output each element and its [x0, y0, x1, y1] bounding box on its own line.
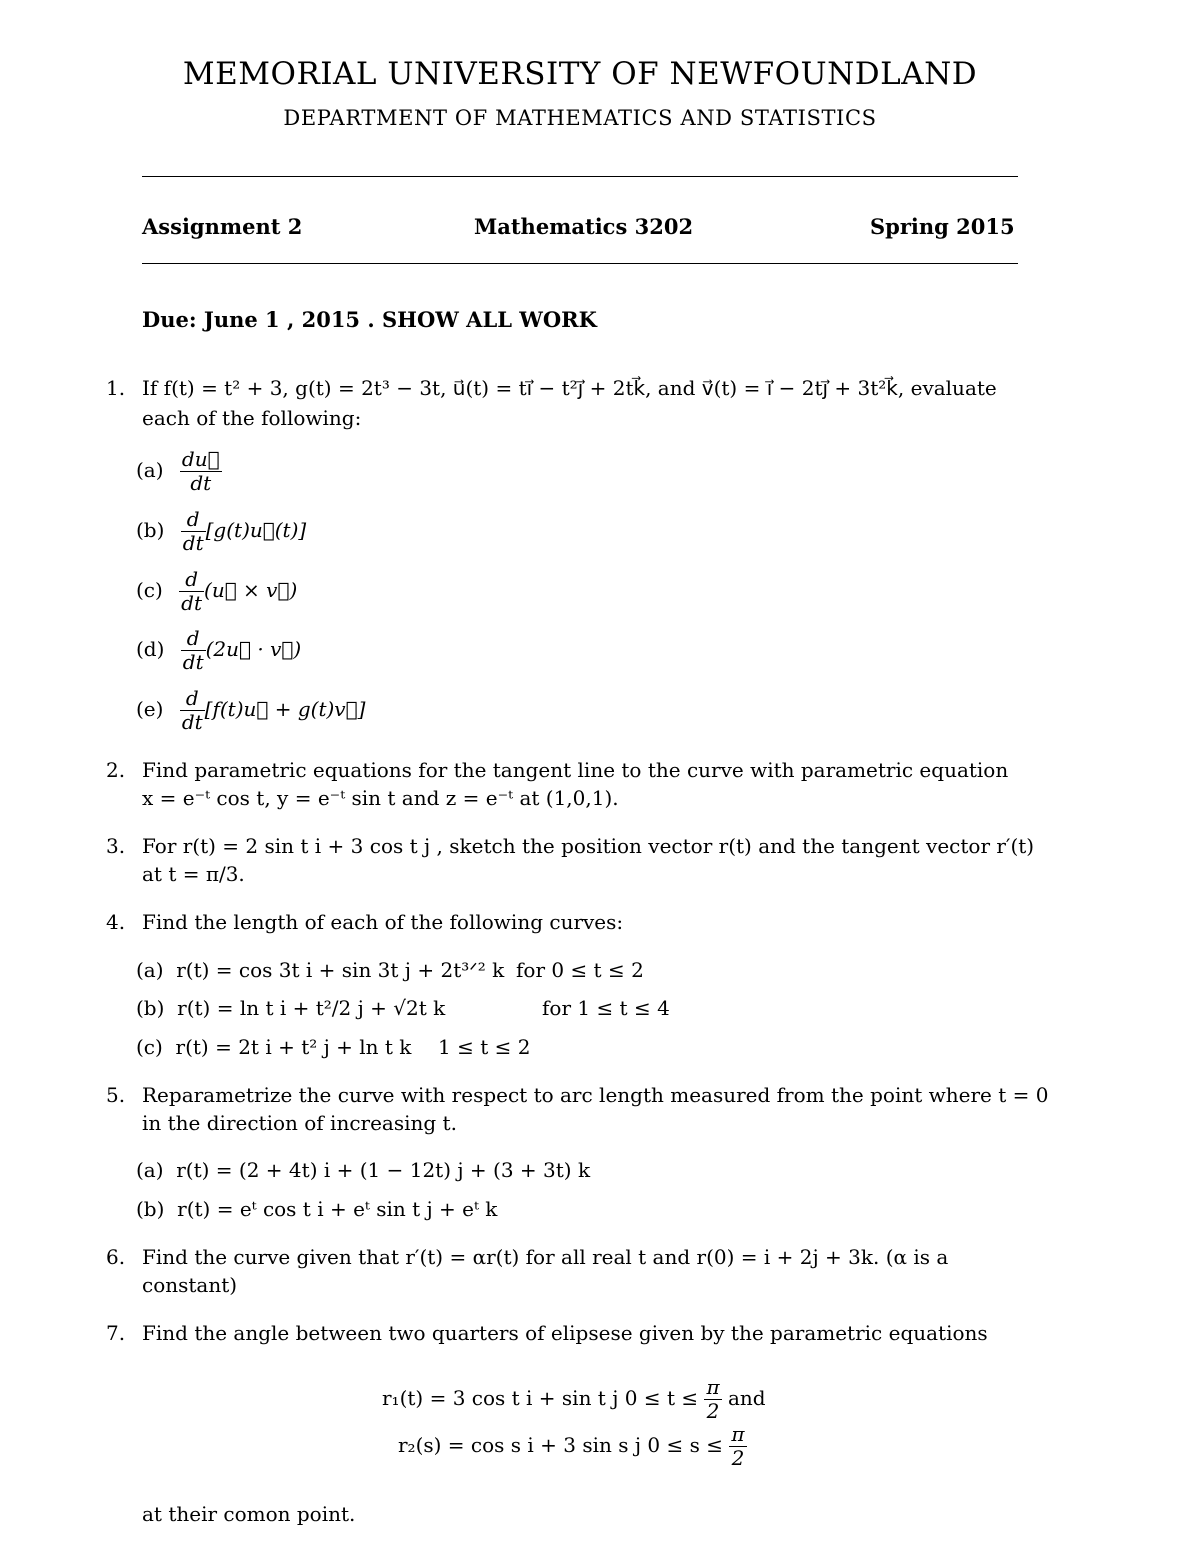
fraction-denominator: dt	[181, 710, 203, 734]
fraction-denominator: 2	[729, 1446, 746, 1470]
header-rule-bottom	[142, 263, 1018, 264]
term: Spring 2015	[870, 214, 1015, 239]
question-7-line1: Find the angle between two quarters of elipsese given by the parametric equations	[142, 1321, 988, 1345]
question-6-number: 6.	[106, 1245, 126, 1269]
fraction-numerator: π	[731, 1422, 745, 1446]
part-label: (b)	[136, 996, 165, 1020]
q4-part-a-range: for 0 ≤ t ≤ 2	[516, 958, 644, 982]
derivative-fraction	[180, 448, 222, 495]
part-expression: r(t) = eᵗ cos t i + eᵗ sin t j + eᵗ k	[177, 1197, 498, 1221]
part-label: (e)	[136, 697, 164, 721]
question-1-line1: If f(t) = t² + 3, g(t) = 2t³ − 3t, u⃗(t) = ti⃗ − t²j⃗ + 2tk⃗, and v⃗(t) = i⃗ − 2tj⃗ + 3t²k⃗, evaluate	[142, 376, 997, 400]
part-expression: [f(t)u⃗ + g(t)v⃗]	[204, 697, 366, 721]
question-4-line1: Find the length of each of the following curves:	[142, 910, 624, 934]
pi-over-two-fraction	[729, 1423, 746, 1470]
question-4-number: 4.	[106, 910, 126, 934]
part-label: (d)	[136, 637, 165, 661]
q4-part-c	[136, 1035, 411, 1059]
fraction-numerator: d	[186, 626, 200, 650]
fraction-numerator: du⃗	[181, 447, 220, 471]
q1-part-a	[136, 448, 222, 495]
course-name: Mathematics 3202	[474, 214, 694, 239]
part-label: (c)	[136, 578, 163, 602]
q4-part-a	[136, 958, 504, 982]
fraction-numerator: d	[186, 507, 200, 531]
header-rule-top	[142, 176, 1018, 177]
pi-over-two-fraction	[704, 1376, 721, 1423]
due-line: Due: June 1 , 2015 . SHOW ALL WORK	[142, 307, 597, 332]
fraction-denominator: dt	[182, 650, 204, 674]
fraction-denominator: dt	[181, 591, 203, 615]
q4-part-b	[136, 996, 445, 1020]
derivative-fraction	[180, 687, 205, 734]
part-label: (a)	[136, 1158, 164, 1182]
fraction-denominator: dt	[182, 531, 204, 555]
part-expression: r(t) = ln t i + t²/2 j + √2t k	[177, 996, 446, 1020]
question-6-line1: Find the curve given that r′(t) = αr(t) for all real t and r(0) = i + 2j + 3k. (α is a	[142, 1245, 949, 1269]
derivative-fraction	[181, 508, 206, 555]
q4-part-b-range: for 1 ≤ t ≤ 4	[542, 996, 670, 1020]
question-3-line2: at t = π/3.	[142, 862, 245, 886]
question-5-line2: in the direction of increasing t.	[142, 1111, 457, 1135]
question-2-line1: Find parametric equations for the tangent line to the curve with parametric equation	[142, 758, 1009, 782]
q5-part-a	[136, 1158, 590, 1182]
fraction-denominator: dt	[180, 471, 222, 495]
question-5-line1: Reparametrize the curve with respect to arc length measured from the point where t = 0	[142, 1083, 1049, 1107]
fraction-denominator: 2	[704, 1399, 721, 1423]
equation-tail: and	[727, 1386, 766, 1410]
question-1-number: 1.	[106, 376, 126, 400]
part-expression: r(t) = (2 + 4t) i + (1 − 12t) j + (3 + 3t) k	[176, 1158, 591, 1182]
part-expression: r(t) = cos 3t i + sin 3t j + 2t³ᐟ² k	[176, 958, 505, 982]
fraction-numerator: d	[185, 686, 199, 710]
question-2-number: 2.	[106, 758, 126, 782]
derivative-fraction	[181, 627, 206, 674]
q1-part-e	[136, 687, 365, 734]
q1-part-d	[136, 627, 301, 674]
q7-equation-1	[382, 1376, 766, 1423]
fraction-numerator: π	[706, 1375, 720, 1399]
department-name: DEPARTMENT OF MATHEMATICS AND STATISTICS	[283, 106, 877, 130]
part-label: (b)	[136, 518, 165, 542]
question-2-line2: x = e⁻ᵗ cos t, y = e⁻ᵗ sin t and z = e⁻ᵗ at (1,0,1).	[142, 786, 619, 810]
part-label: (a)	[136, 958, 164, 982]
q7-equation-2	[398, 1423, 747, 1470]
part-label: (a)	[136, 458, 164, 482]
question-7-number: 7.	[106, 1321, 126, 1345]
part-expression: (u⃗ × v⃗)	[204, 578, 298, 602]
part-expression: r(t) = 2t i + t² j + ln t k	[175, 1035, 412, 1059]
q1-part-c	[136, 568, 297, 615]
assignment-title: Assignment 2	[142, 214, 303, 239]
question-6-line2: constant)	[142, 1273, 238, 1297]
q4-part-c-range: 1 ≤ t ≤ 2	[438, 1035, 531, 1059]
part-label: (b)	[136, 1197, 165, 1221]
university-name: MEMORIAL UNIVERSITY OF NEWFOUNDLAND	[182, 56, 978, 92]
question-3-number: 3.	[106, 834, 126, 858]
part-expression: (2u⃗ · v⃗)	[205, 637, 302, 661]
question-1-line2: each of the following:	[142, 406, 362, 430]
q1-part-b	[136, 508, 306, 555]
fraction-numerator: d	[185, 567, 198, 591]
question-5-number: 5.	[106, 1083, 126, 1107]
part-label: (c)	[136, 1035, 163, 1059]
equation-text: r₁(t) = 3 cos t i + sin t j 0 ≤ t ≤	[382, 1386, 699, 1410]
equation-text: r₂(s) = cos s i + 3 sin s j 0 ≤ s ≤	[398, 1433, 724, 1457]
part-expression: [g(t)u⃗(t)]	[205, 518, 307, 542]
question-7-line-end: at their comon point.	[142, 1502, 356, 1526]
question-3-line1: For r(t) = 2 sin t i + 3 cos t j , sketch the position vector r(t) and the tangent vector r′(t)	[142, 834, 1035, 858]
derivative-fraction	[179, 568, 204, 615]
q5-part-b	[136, 1197, 497, 1221]
